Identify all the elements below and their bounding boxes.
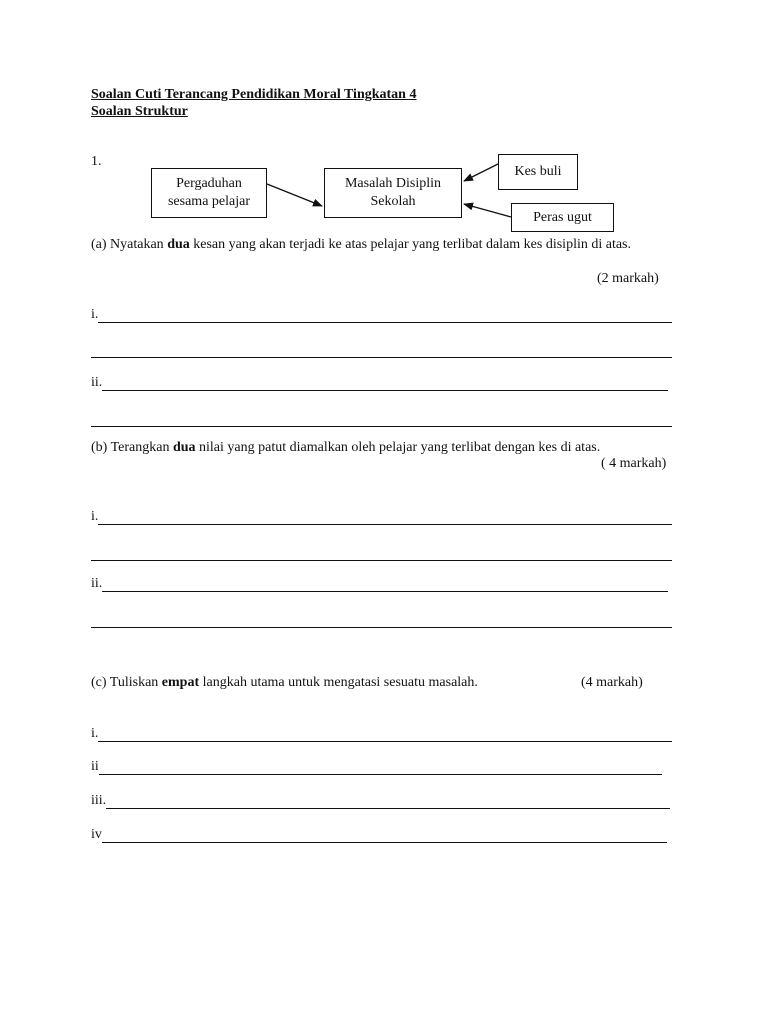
part-c-marks: (4 markah)	[581, 675, 643, 690]
answer-rule[interactable]	[102, 577, 668, 592]
answer-line-a-ii[interactable]	[91, 373, 668, 391]
answer-line-c-i[interactable]	[91, 724, 672, 742]
answer-rule[interactable]	[98, 308, 672, 323]
answer-label: ii	[91, 759, 99, 774]
answer-rule[interactable]	[91, 546, 672, 561]
answer-rule[interactable]	[99, 760, 662, 775]
part-a-suffix: kesan yang akan terjadi ke atas pelajar yang terlibat dalam kes disiplin di atas.	[189, 237, 631, 252]
answer-label: i.	[91, 307, 99, 322]
answer-label: i.	[91, 726, 99, 741]
part-c-suffix: langkah utama untuk mengatasi sesuatu masalah.	[199, 675, 478, 690]
diagram-box-kes-buli-label: Kes buli	[514, 164, 562, 179]
diagram-box-masalah-disiplin-label: Masalah Disiplin Sekolah	[344, 176, 442, 209]
answer-line-a-i[interactable]	[91, 305, 672, 323]
part-a-prefix: (a) Nyatakan	[91, 237, 168, 252]
part-c-bold: empat	[161, 675, 200, 690]
answer-rule[interactable]	[106, 794, 670, 809]
answer-rule[interactable]	[98, 510, 672, 525]
part-b-prefix: (b) Terangkan	[91, 440, 173, 455]
answer-label: iii.	[91, 793, 107, 808]
question-number: 1.	[91, 154, 102, 169]
answer-label: ii.	[91, 576, 103, 591]
answer-label: i.	[91, 509, 99, 524]
part-b-suffix: nilai yang patut diamalkan oleh pelajar yang terlibat dengan kes di atas.	[195, 440, 601, 455]
part-b-bold: dua	[172, 440, 196, 455]
diagram-box-peras-ugut-label: Peras ugut	[533, 209, 592, 225]
answer-rule[interactable]	[91, 343, 672, 358]
answer-label: iv	[91, 827, 102, 842]
answer-line-c-ii[interactable]	[91, 757, 662, 775]
page-subtitle: Soalan Struktur	[91, 104, 188, 119]
answer-label: ii.	[91, 375, 103, 390]
arrow-pergaduhan-to-masalah	[267, 184, 322, 206]
part-b-marks: ( 4 markah)	[601, 456, 667, 471]
answer-rule[interactable]	[98, 727, 672, 742]
part-c-prefix: (c) Tuliskan	[91, 675, 162, 690]
answer-line-c-iv[interactable]	[91, 825, 667, 843]
arrow-kes-buli-to-masalah	[464, 164, 498, 181]
question-part-c	[91, 675, 478, 691]
page-title: Soalan Cuti Terancang Pendidikan Moral Tingkatan 4	[91, 87, 417, 102]
answer-line-b-i[interactable]	[91, 507, 672, 525]
answer-rule[interactable]	[91, 613, 672, 628]
answer-line-b-ii[interactable]	[91, 574, 668, 592]
answer-rule[interactable]	[102, 376, 668, 391]
arrow-peras-ugut-to-masalah	[464, 204, 511, 217]
part-a-marks: (2 markah)	[597, 271, 659, 286]
answer-rule[interactable]	[102, 828, 667, 843]
answer-line-c-iii[interactable]	[91, 791, 670, 809]
part-a-bold: dua	[167, 237, 190, 252]
answer-line-a-i-cont[interactable]	[91, 340, 672, 358]
diagram-box-pergaduhan-label: Pergaduhan sesama pelajar	[167, 176, 250, 209]
answer-rule[interactable]	[91, 412, 672, 427]
answer-line-b-ii-cont[interactable]	[91, 610, 672, 628]
answer-line-b-i-cont[interactable]	[91, 543, 672, 561]
question-part-b	[91, 440, 600, 456]
question-part-a	[91, 236, 673, 254]
answer-line-a-ii-cont[interactable]	[91, 409, 672, 427]
